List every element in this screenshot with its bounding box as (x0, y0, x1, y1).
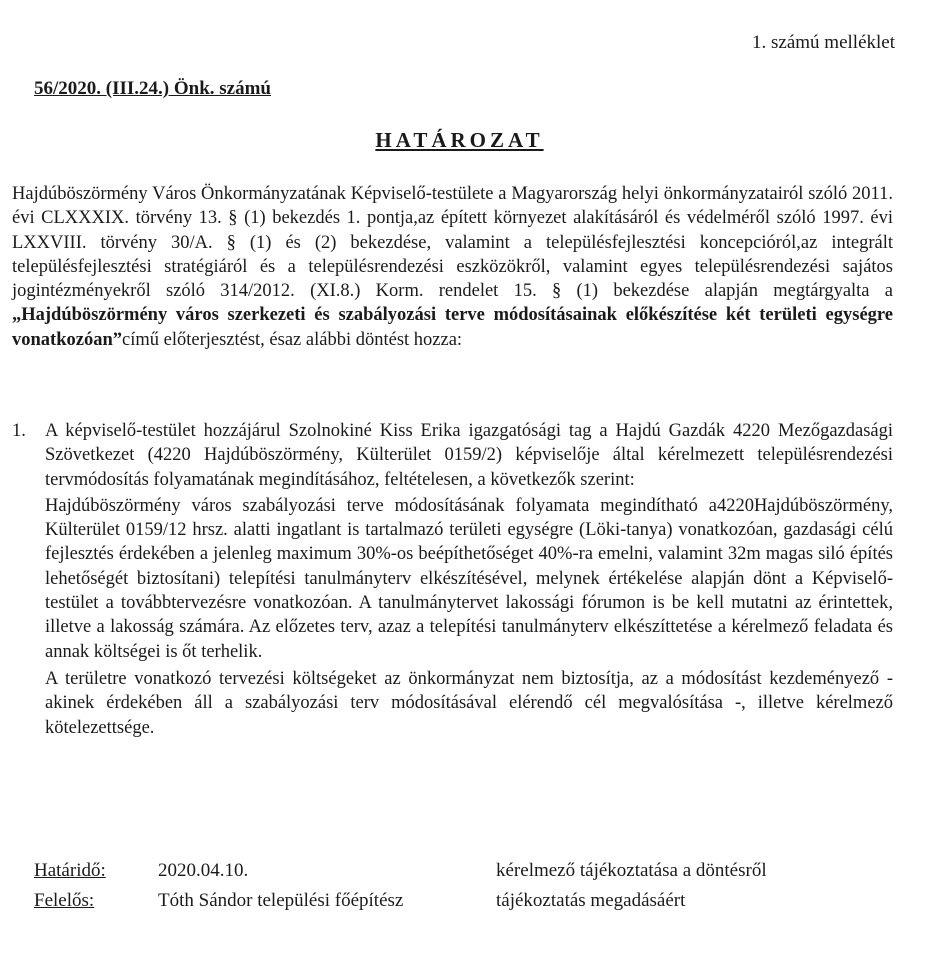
decree-number: 56/2020. (III.24.) Önk. számú (34, 78, 271, 99)
decision-paragraph-1: A képviselő-testület hozzájárul Szolnokiné Kiss Erika igazgatósági tag a Hajdú Gazdák 4220 Mezőgazdasági Szövetkezet (4220 Hajdúböszörmény, Külterület 0159/2) képviselője által kérelmezett településrendezési tervmódosítás folyamatának megindításához, feltételesen, a következők szerint: (45, 421, 893, 490)
deadline-value: 2020.04.10. (158, 860, 249, 881)
preamble-paragraph (12, 182, 893, 352)
decision-item (12, 419, 893, 740)
decision-paragraph-2: Hajdúböszörmény város szabályozási terve módosításának folyamata megindítható a4220Hajdúböszörmény, Külterület 0159/12 hrsz. alatti ingatlant is tartalmazó területi egységre (Löki-tanya) vonatkozóan, gazdasági célú fejlesztés érdekében a jelenleg maximum 30%-os beépíthetőséget 40%-ra emelni, valamint 32m magas siló építés lehetőségét biztosítani) telepítési tanulmányterv elkészítésével, melynek értékelése alapján dönt a Képviselő-testület a továbbtervezésre vonatkozóan. A tanulmánytervet lakossági fórumon is be kell mutatni az érintettek, illetve a lakosság számára. Az előzetes terv, azaz a telepítési tanulmányterv elkészíttetése a kérelmező feladata és annak költségei is őt terhelik. (45, 495, 893, 662)
responsible-note: tájékoztatás megadásáért (496, 890, 686, 911)
responsible-label: Felelős: (34, 890, 95, 911)
deadline-label: Határidő: (34, 860, 106, 881)
document-heading: HATÁROZAT (375, 128, 544, 152)
responsible-row (34, 886, 894, 916)
decision-item-number: 1. (12, 421, 26, 441)
decision-paragraph-3: A területre vonatkozó tervezési költségeket az önkormányzat nem biztosítja, az a módosítást kezdeményező - akinek érdekében áll a szabályozási terv módosításával elérendő cél megvalósítása -, illetve kérelmező kötelezettsége. (45, 668, 893, 738)
footer-block (34, 856, 894, 916)
responsible-value: Tóth Sándor települési főépítész (158, 890, 404, 911)
deadline-row (34, 856, 894, 886)
preamble-text-after: című előterjesztést, ésaz alábbi döntést hozza: (122, 329, 463, 350)
preamble-bold-title: „Hajdúböszörmény város szerkezeti és szabályozási terve módosításainak előkészítése két területi egységre vonatkozóan” (12, 305, 893, 350)
annex-label: 1. számú melléklet (752, 32, 895, 53)
deadline-note: kérelmező tájékoztatása a döntésről (496, 860, 767, 881)
decision-item-body (45, 419, 893, 740)
preamble-text-before: Hajdúböszörmény Város Önkormányzatának Képviselő-testülete a Magyarország helyi önkormányzatairól szóló 2011. évi CLXXXIX. törvény 13. § (1) bekezdés 1. pontja,az épített környezet alakításáról és védelméről szóló 1997. évi LXXVIII. törvény 30/A. § (1) és (2) bekezdése, valamint a településfejlesztési koncepcióról,az integrált településfejlesztési stratégiáról és a településrendezési eszközökről, valamint egyes településrendezési sajátos jogintézményekről szóló 314/2012. (XI.8.) Korm. rendelet 15. § (1) bekezdése alapján megtárgyalta a (12, 184, 893, 302)
